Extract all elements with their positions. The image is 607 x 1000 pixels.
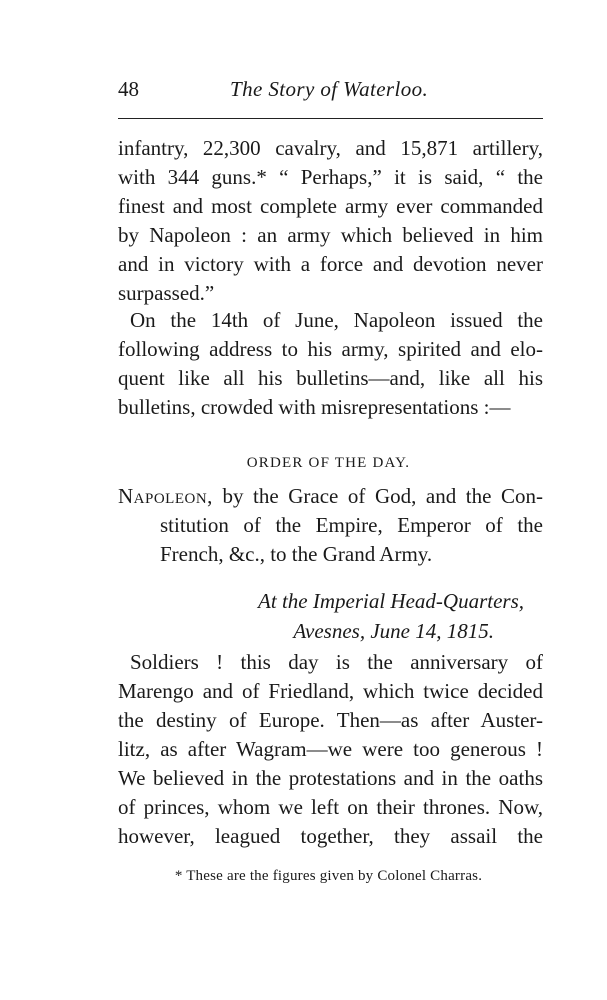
text-line: and in victory with a force and devotion never xyxy=(118,252,543,276)
proclamation-line: stitution of the Empire, Emperor of the xyxy=(160,513,543,537)
text-line: We believed in the protestations and in the oaths xyxy=(118,766,543,790)
order-heading: ORDER OF THE DAY. xyxy=(246,455,411,471)
text-line: bulletins, crowded with misrepresentations :— xyxy=(118,395,511,419)
text-line: finest and most complete army ever commanded xyxy=(118,194,543,218)
paragraph-continued xyxy=(118,134,543,308)
paragraph-address-intro xyxy=(118,306,543,422)
text-line: the destiny of Europe. Then—as after Auster- xyxy=(118,708,543,732)
text-line: Soldiers ! this day is the anniversary of xyxy=(130,650,543,674)
proclamation-line: French, &c., to the Grand Army. xyxy=(160,542,433,566)
header-rule xyxy=(118,118,543,119)
text-line: surpassed.” xyxy=(118,281,215,305)
text-line: quent like all his bulletins—and, like all his xyxy=(118,366,543,390)
dateline-date: Avesnes, June 14, 1815. xyxy=(293,619,494,643)
text-line: however, leagued together, they assail the xyxy=(118,824,543,848)
proclamation-line xyxy=(118,482,543,511)
text-line: Marengo and of Friedland, which twice decided xyxy=(118,679,543,703)
proclamation-line-text: by the Grace of God, and the Con- xyxy=(222,484,544,508)
footnote: * These are the figures given by Colonel Charras. xyxy=(174,868,483,884)
running-title: The Story of Waterloo. xyxy=(230,77,429,101)
text-line: of princes, whom we left on their thrones. Now, xyxy=(118,795,543,819)
text-line: On the 14th of June, Napoleon issued the xyxy=(130,308,543,332)
text-line: by Napoleon : an army which believed in him xyxy=(118,223,543,247)
proclamation-name: Napoleon, xyxy=(118,484,213,508)
text-line: following address to his army, spirited and elo- xyxy=(118,337,543,361)
text-line: with 344 guns.* “ Perhaps,” it is said, “ the xyxy=(118,165,543,189)
text-line: infantry, 22,300 cavalry, and 15,871 artillery, xyxy=(118,136,543,160)
paragraph-order-body xyxy=(118,648,543,851)
page-number: 48 xyxy=(118,77,139,101)
proclamation xyxy=(118,482,543,569)
dateline-place: At the Imperial Head-Quarters, xyxy=(258,589,524,613)
text-line: litz, as after Wagram—we were too generous ! xyxy=(118,737,543,761)
